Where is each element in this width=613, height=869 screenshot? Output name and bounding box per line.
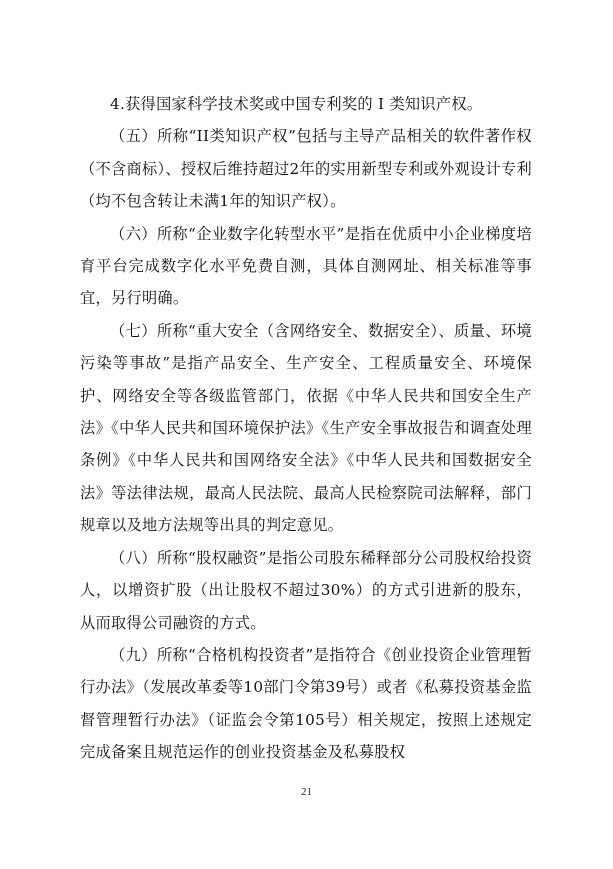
paragraph-item-4: 4.获得国家科学技术奖或中国专利奖的 I 类知识产权。 bbox=[110, 95, 483, 113]
paragraph-definition-7: （七）所称“重大安全（含网络安全、数据安全）、质量、环境污染等事故”是指产品安全、生产安全、工程质量安全、环境保护、网络安全等各级监管部门，依据《中华人民共和国安全生产法》《中华人民共和国环境保护法》《生产安全事故报告和调查处理条例》《中华人民共和国网络安全法》《中华人民共和国数据安全法》等法律法规，最高人民法院、最高人民检察院司法解释，部门规章以及地方法规等出具的判定意见。 bbox=[80, 321, 532, 535]
document-body bbox=[80, 88, 532, 769]
paragraph-definition-9: （九）所称“合格机构投资者”是指符合《创业投资企业管理暂行办法》（发展改革委等10部门令第39号）或者《私募投资基金监督管理暂行办法》（证监会令第105号）相关规定，按照上述规定完成备案且规范运作的创业投资基金及私募股权 bbox=[80, 645, 532, 762]
paragraph-definition-6: （六）所称“企业数字化转型水平”是指在优质中小企业梯度培育平台完成数字化水平免费自测，具体自测网址、相关标准等事宜，另行明确。 bbox=[80, 224, 532, 308]
paragraph-definition-8: （八）所称“股权融资”是指公司股东稀释部分公司股权给投资人，以增资扩股（出让股权不超过30%）的方式引进新的股东，从而取得公司融资的方式。 bbox=[80, 548, 532, 632]
page-number: 21 bbox=[301, 786, 312, 798]
paragraph-definition-5: （五）所称“II类知识产权”包括与主导产品相关的软件著作权（不含商标）、授权后维持超过2年的实用新型专利或外观设计专利（均不包含转让未满1年的知识产权）。 bbox=[80, 127, 532, 211]
